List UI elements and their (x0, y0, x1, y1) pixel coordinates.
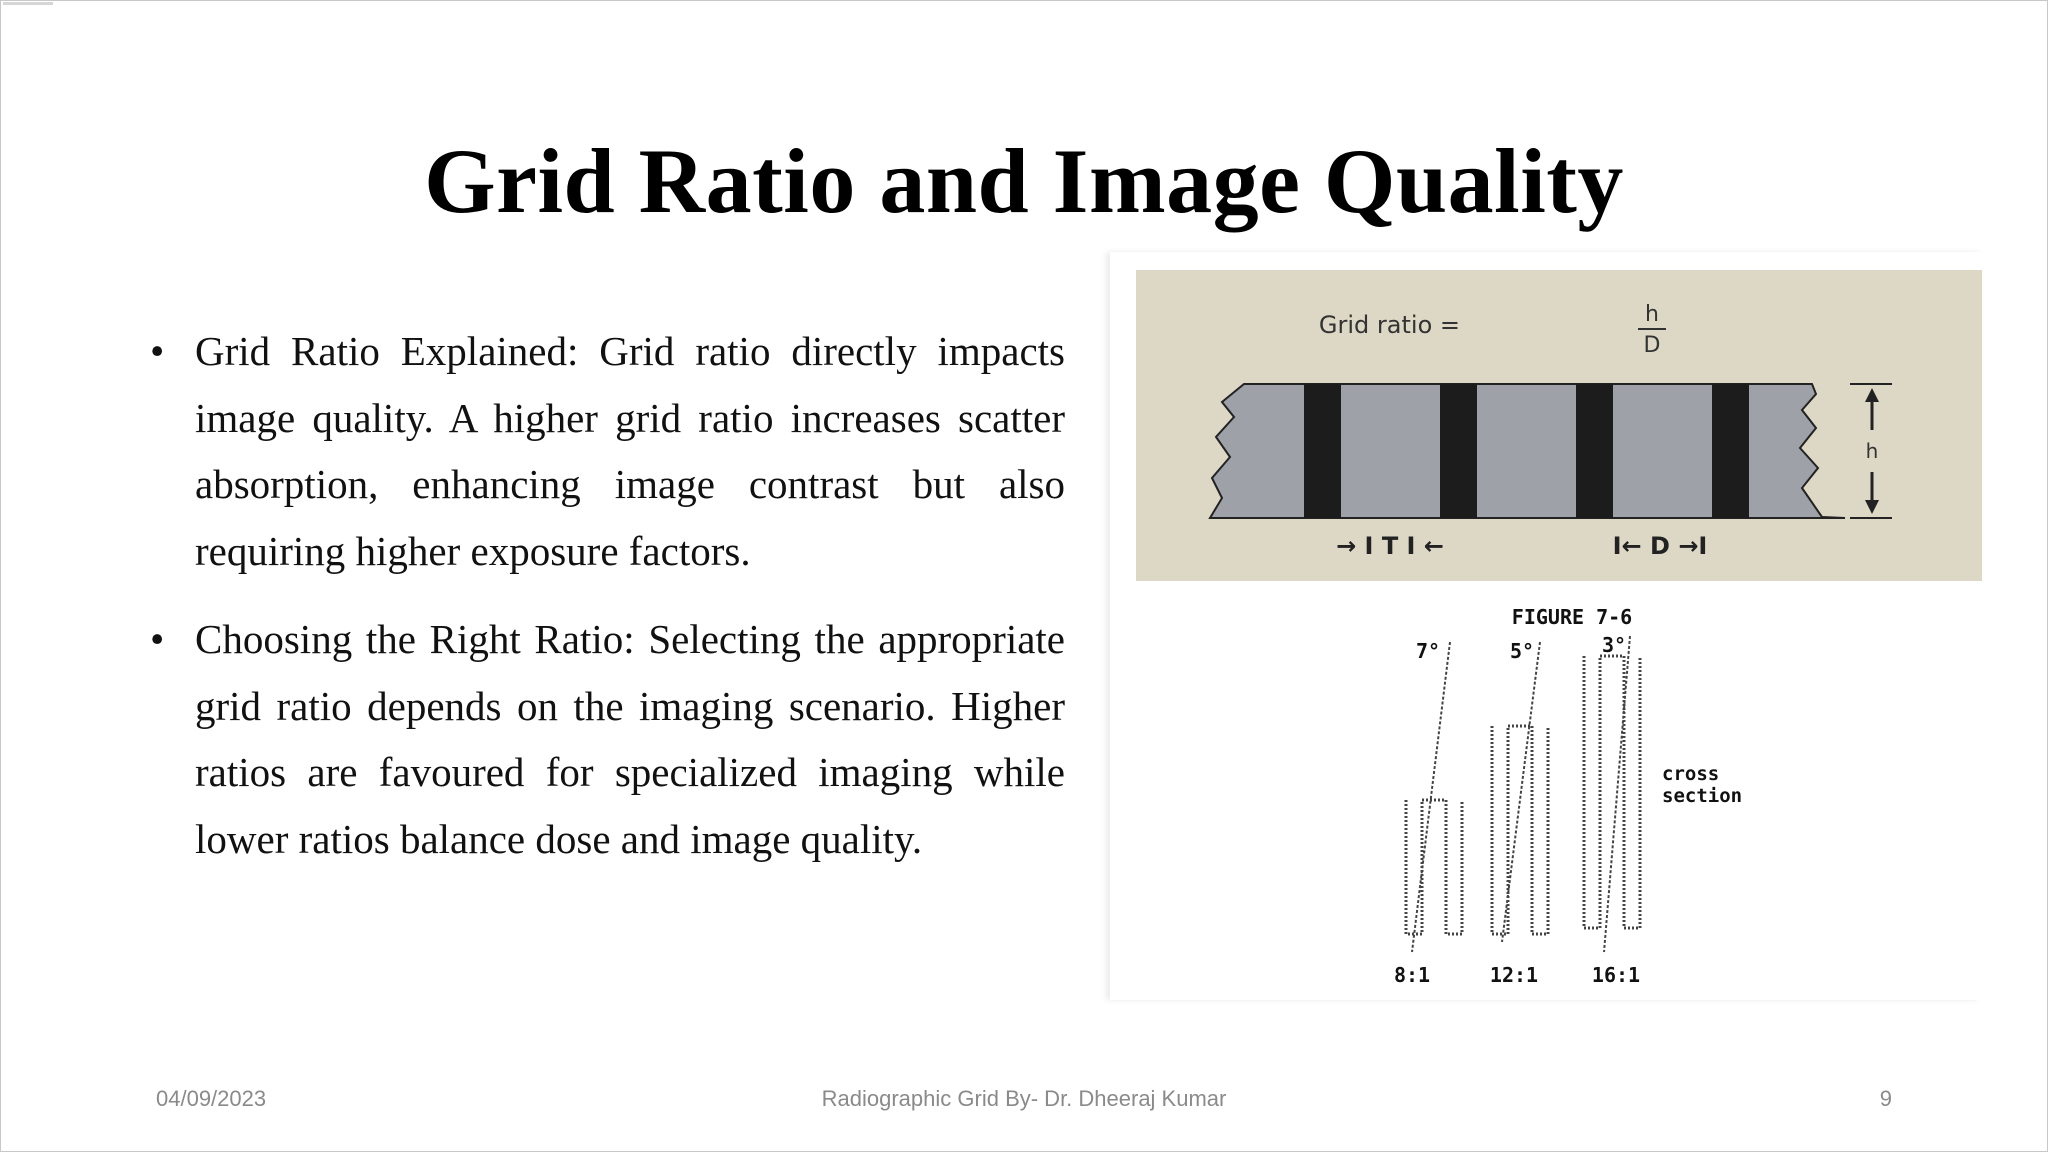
bullet-text: Choosing the Right Ratio: Selecting the appropriate grid ratio depends on the imaging scenario. Higher ratios are favoured for specialized imaging while lower ratios balance dose and image quality. (195, 616, 1065, 862)
lead-strip-3 (1576, 384, 1613, 518)
window-tab-indicator (3, 2, 53, 5)
distance-label: I← D →I (1612, 532, 1708, 560)
grid-profile-8to1 (1406, 800, 1462, 934)
formula-label: Grid ratio = (1318, 311, 1460, 339)
grid-profile-16to1 (1584, 656, 1640, 928)
lead-strip-2 (1440, 384, 1477, 518)
ratio-label-16to1: 16:1 (1591, 963, 1641, 987)
angle-label-5: 5° (1509, 639, 1535, 663)
angle-label-7: 7° (1415, 639, 1441, 663)
angle-label-3: 3° (1601, 633, 1627, 657)
bullet-grid-ratio-explained (150, 318, 1065, 584)
footer-page-number: 9 (1879, 1086, 1892, 1111)
formula-denominator: D (1643, 333, 1661, 358)
cross-section-label-1: cross (1662, 763, 1720, 785)
formula-numerator: h (1645, 302, 1659, 327)
ratio-label-8to1: 8:1 (1393, 963, 1431, 987)
slide-body (150, 318, 1065, 894)
lead-strip-4 (1712, 384, 1749, 518)
bullet-choosing-ratio (150, 606, 1065, 872)
ratio-label-12to1: 12:1 (1489, 963, 1539, 987)
angle-line-7 (1412, 642, 1450, 952)
cross-section-label-2: section (1662, 785, 1743, 807)
bullet-text: Grid Ratio Explained: Grid ratio directly impacts image quality. A higher grid ratio increases scatter absorption, enhancing image contrast but also requiring higher exposure factors. (195, 328, 1065, 574)
footer-center-text: Radiographic Grid By- Dr. Dheeraj Kumar (821, 1086, 1227, 1111)
bullet-marker: • (150, 616, 165, 662)
lead-strip-1 (1304, 384, 1341, 518)
grid-ratio-figure (1110, 252, 1982, 1000)
height-label: h (1865, 439, 1879, 463)
angle-line-3 (1604, 636, 1630, 952)
bullet-marker: • (150, 328, 165, 374)
footer-date: 04/09/2023 (156, 1086, 267, 1111)
grid-ratio-illustration (1110, 252, 1982, 1000)
thickness-label: → I T I ← (1336, 532, 1444, 560)
grid-profile-12to1 (1492, 726, 1548, 934)
slide-title: Grid Ratio and Image Quality (424, 130, 1624, 232)
figure-caption: FIGURE 7-6 (1511, 605, 1633, 629)
